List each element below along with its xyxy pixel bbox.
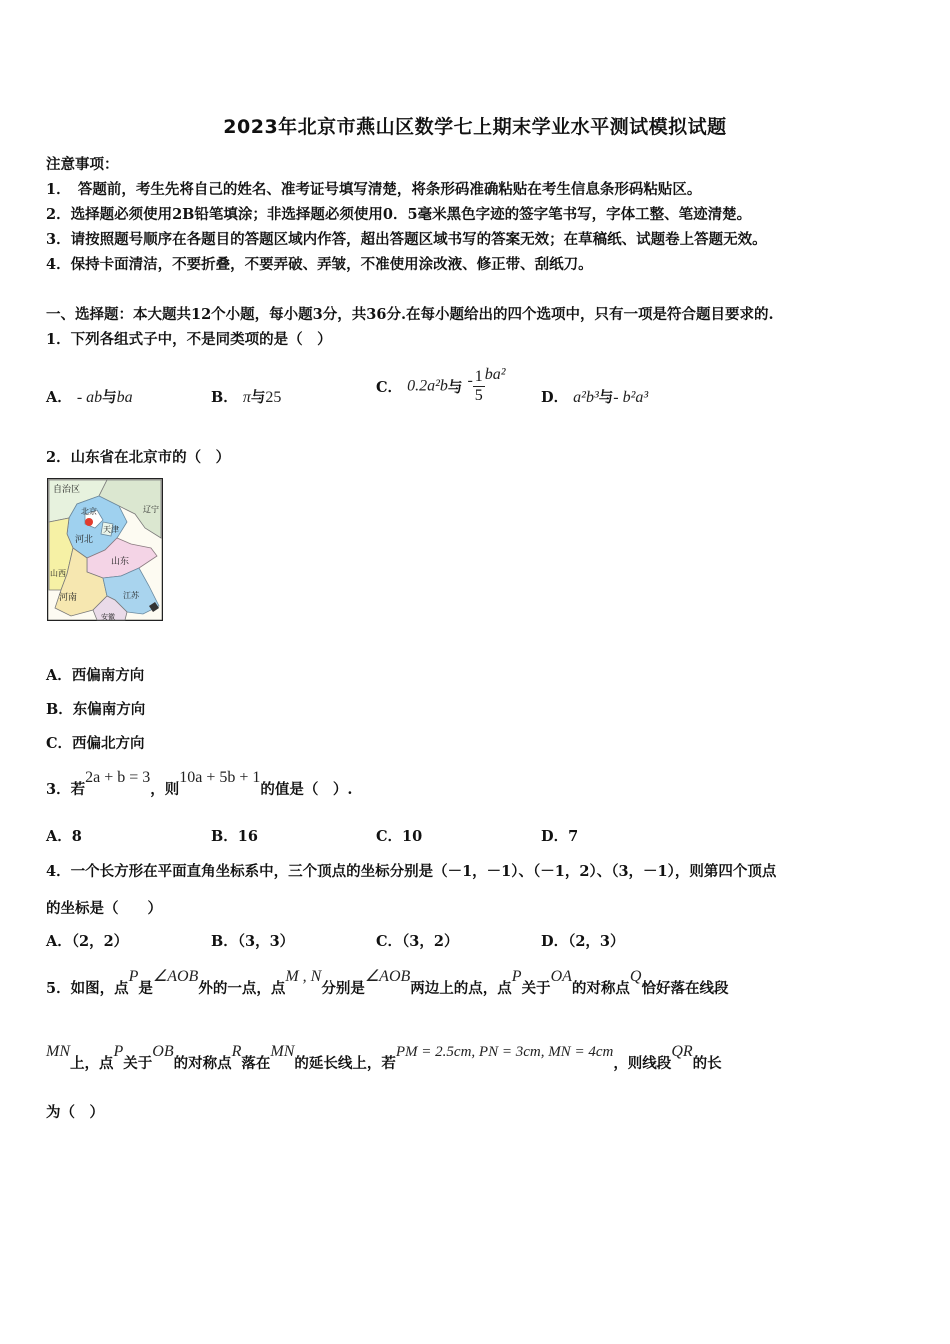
q1-option-d	[541, 386, 648, 407]
fraction-numerator: 1	[474, 368, 483, 385]
connector-text: 与	[250, 389, 266, 406]
math-expr: P	[511, 968, 522, 985]
q3-prefix: 3．若	[46, 781, 86, 798]
q2-option-a: A．西偏南方向	[46, 667, 145, 684]
q5-text: 分别是	[321, 980, 365, 997]
option-label: C．	[376, 379, 403, 396]
math-expr: OA	[550, 968, 572, 985]
fraction-denominator: 5	[474, 387, 483, 404]
page-title: 2023年北京市燕山区数学七上期末学业水平测试模拟试题	[223, 116, 727, 138]
option-label: B．	[211, 389, 238, 406]
math-expr: ba²	[484, 365, 506, 383]
map-label: 江苏	[123, 591, 139, 600]
q5-text: 关于	[123, 1055, 153, 1072]
map-label: 辽宁	[143, 505, 159, 514]
q4-option-d: D．（2，3）	[541, 933, 625, 950]
q5-text: 的延长线上，若	[294, 1055, 396, 1072]
connector-text: 与	[102, 389, 117, 406]
q5-text: 外的一点，点	[198, 980, 286, 997]
math-expr: QR	[671, 1043, 693, 1060]
q5-text: 的对称点	[173, 1055, 232, 1072]
notice-item: 3．请按照题号顺序在各题目的答题区域内作答，超出答题区域书写的答案无效；在草稿纸、试题卷上答题无效。	[46, 231, 767, 248]
q2-option-c: C．西偏北方向	[46, 735, 145, 752]
question-3-stem	[46, 769, 353, 799]
map-label: 北京	[81, 507, 97, 516]
q1-option-c	[376, 365, 506, 405]
q3-option-b: B．16	[211, 828, 258, 845]
math-expr: R	[231, 1043, 242, 1060]
map-label: 天津	[103, 525, 119, 534]
q3-option-d: D．7	[541, 828, 579, 845]
q3-option-a: A．8	[46, 828, 82, 845]
q2-option-b: B．东偏南方向	[46, 701, 146, 718]
q3-mid: ，则	[150, 781, 180, 798]
math-expr: P	[113, 1043, 124, 1060]
math-expr: M , N	[285, 968, 322, 985]
q5-text: ，则线段	[613, 1055, 672, 1072]
q5-text: 恰好落在线段	[641, 980, 729, 997]
q5-text: 落在	[241, 1055, 271, 1072]
math-expr: OB	[152, 1043, 174, 1060]
notice-heading: 注意事项：	[46, 156, 119, 173]
question-5-line2	[46, 1043, 722, 1073]
map-label: 河北	[75, 535, 94, 545]
map-label: 山东	[111, 557, 130, 567]
q5-text: 关于	[521, 980, 551, 997]
map-label: 安徽	[101, 613, 115, 621]
math-expr: 10a + 5b + 1	[179, 769, 261, 786]
china-region-map	[47, 478, 163, 621]
q1-option-a	[46, 386, 133, 407]
q4-option-a: A．（2，2）	[46, 933, 129, 950]
math-expr: Q	[629, 968, 642, 985]
math-expr: 0.2a²b	[407, 377, 448, 395]
math-expr: ∠AOB	[152, 968, 199, 985]
q5-text: 是	[138, 980, 153, 997]
fraction	[473, 368, 485, 405]
beijing-marker	[85, 518, 93, 526]
q5-text: 两边上的点，点	[410, 980, 512, 997]
option-label: A．	[46, 389, 72, 406]
map-label: 河南	[59, 593, 78, 603]
notice-item: 1． 答题前，考生先将自己的姓名、准考证号填写清楚，将条形码准确粘贴在考生信息条形码粘贴区。	[46, 181, 702, 198]
section-heading: 一、选择题：本大题共12个小题，每小题3分，共36分.在每小题给出的四个选项中，只有一项是符合题目要求的.	[46, 306, 774, 323]
q5-text: 5．如图，点	[46, 980, 129, 997]
q3-suffix: 的值是（ ）.	[260, 781, 353, 798]
math-expr: P	[128, 968, 139, 985]
question-5-line3: 为（ ）	[46, 1104, 104, 1121]
notice-item: 4．保持卡面清洁，不要折叠，不要弄破、弄皱，不准使用涂改液、修正带、刮纸刀。	[46, 256, 593, 273]
q4-option-b: B．（3，3）	[211, 933, 295, 950]
math-expr: MN	[46, 1043, 70, 1060]
connector-text: 与	[598, 389, 614, 406]
notice-item: 2．选择题必须使用2B铅笔填涂；非选择题必须使用0．5毫米黑色字迹的签字笔书写，字体工整、笔迹清楚。	[46, 206, 752, 223]
q5-text: 的长	[692, 1055, 722, 1072]
math-expr: PM = 2.5cm, PN = 3cm, MN = 4cm	[395, 1044, 614, 1060]
math-expr: π	[242, 389, 251, 406]
math-minus: -	[467, 372, 473, 389]
question-5-line1	[46, 968, 729, 998]
math-expr: 25	[265, 389, 282, 406]
q5-text: 的对称点	[571, 980, 630, 997]
math-expr: - ab	[76, 389, 103, 406]
map-label: 自治区	[53, 485, 81, 495]
math-expr: - b²a³	[613, 389, 649, 406]
q1-option-b	[211, 386, 281, 407]
connector-text: 与	[447, 379, 463, 396]
math-expr: 2a + b = 3	[85, 769, 151, 786]
question-2-stem: 2．山东省在北京市的（ ）	[46, 449, 231, 466]
q4-option-c: C．（3，2）	[376, 933, 459, 950]
option-label: D．	[541, 389, 569, 406]
question-1-stem: 1．下列各组式子中，不是同类项的是（ ）	[46, 331, 332, 348]
math-expr: a²b³	[573, 389, 599, 406]
question-4-stem-line1: 4．一个长方形在平面直角坐标系中，三个顶点的坐标分别是（－1，－1）、（－1，2）、（3，－1），则第四个顶点	[46, 863, 777, 880]
q3-option-c: C．10	[376, 828, 423, 845]
map-label: 山西	[50, 569, 66, 578]
q5-text: 上，点	[70, 1055, 114, 1072]
math-expr: MN	[270, 1043, 295, 1060]
math-expr: ba	[116, 389, 133, 406]
math-expr: ∠AOB	[364, 968, 411, 985]
question-4-stem-line2: 的坐标是（ ）	[46, 900, 162, 917]
